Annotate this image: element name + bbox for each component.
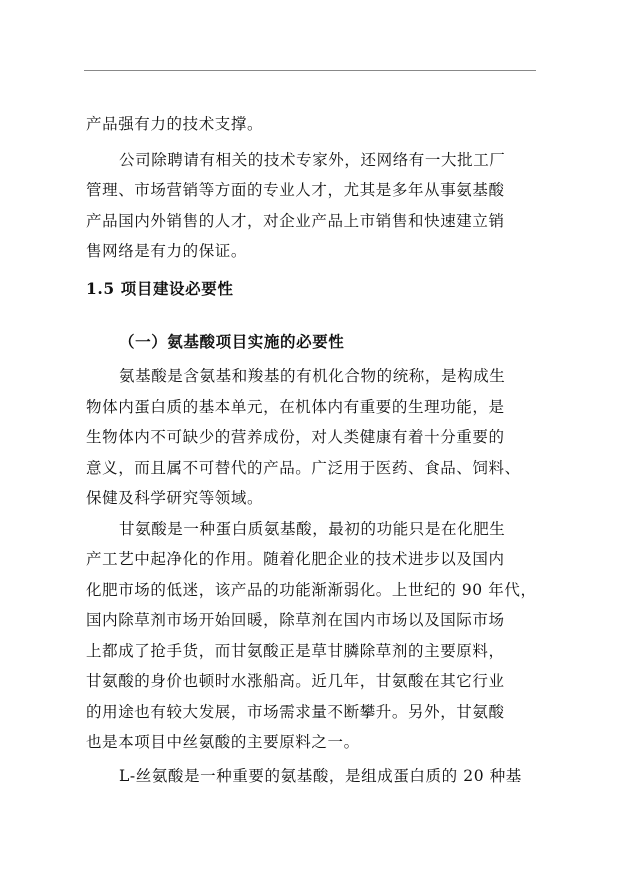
text-line: 国内除草剂市场开始回暖，除草剂在国内市场以及国际市场 bbox=[86, 611, 505, 629]
text-line: 甘氨酸的身价也顿时水涨船高。近几年，甘氨酸在其它行业 bbox=[86, 672, 505, 690]
text-line: 产工艺中起净化的作用。随着化肥企业的技术进步以及国内 bbox=[86, 550, 505, 568]
text-line: 的用途也有较大发展，市场需求量不断攀升。另外，甘氨酸 bbox=[86, 703, 505, 721]
text-line: 生物体内不可缺少的营养成份，对人类健康有着十分重要的 bbox=[86, 428, 505, 446]
text-line: 氨基酸是含氨基和羧基的有机化合物的统称，是构成生 bbox=[119, 367, 506, 385]
text-line: 产品国内外销售的人才，对企业产品上市销售和快速建立销 bbox=[86, 212, 505, 230]
text-line: 产品强有力的技术支撑。 bbox=[86, 115, 264, 133]
section-heading: 1.5 项目建设必要性 bbox=[86, 279, 234, 298]
text-line: 上都成了抢手货，而甘氨酸正是草甘膦除草剂的主要原料， bbox=[86, 642, 505, 660]
text-line: 甘氨酸是一种蛋白质氨基酸，最初的功能只是在化肥生 bbox=[119, 520, 506, 538]
text-line: 管理、市场营销等方面的专业人才，尤其是多年从事氨基酸 bbox=[86, 181, 505, 199]
text-line: L-丝氨酸是一种重要的氨基酸，是组成蛋白质的 20 种基 bbox=[119, 767, 522, 785]
header-rule bbox=[84, 70, 536, 71]
subsection-heading: （一）氨基酸项目实施的必要性 bbox=[119, 332, 345, 351]
text-line: 保健及科学研究等领域。 bbox=[86, 489, 264, 507]
text-line: 售网络是有力的保证。 bbox=[86, 242, 248, 260]
text-line: 化肥市场的低迷，该产品的功能渐渐弱化。上世纪的 90 年代， bbox=[86, 581, 537, 599]
text-line: 公司除聘请有相关的技术专家外，还网络有一大批工厂 bbox=[119, 151, 506, 169]
text-line: 物体内蛋白质的基本单元，在机体内有重要的生理功能，是 bbox=[86, 398, 505, 416]
text-line: 也是本项目中丝氨酸的主要原料之一。 bbox=[86, 733, 360, 751]
text-line: 意义，而且属不可替代的产品。广泛用于医药、食品、饲料、 bbox=[86, 459, 521, 477]
